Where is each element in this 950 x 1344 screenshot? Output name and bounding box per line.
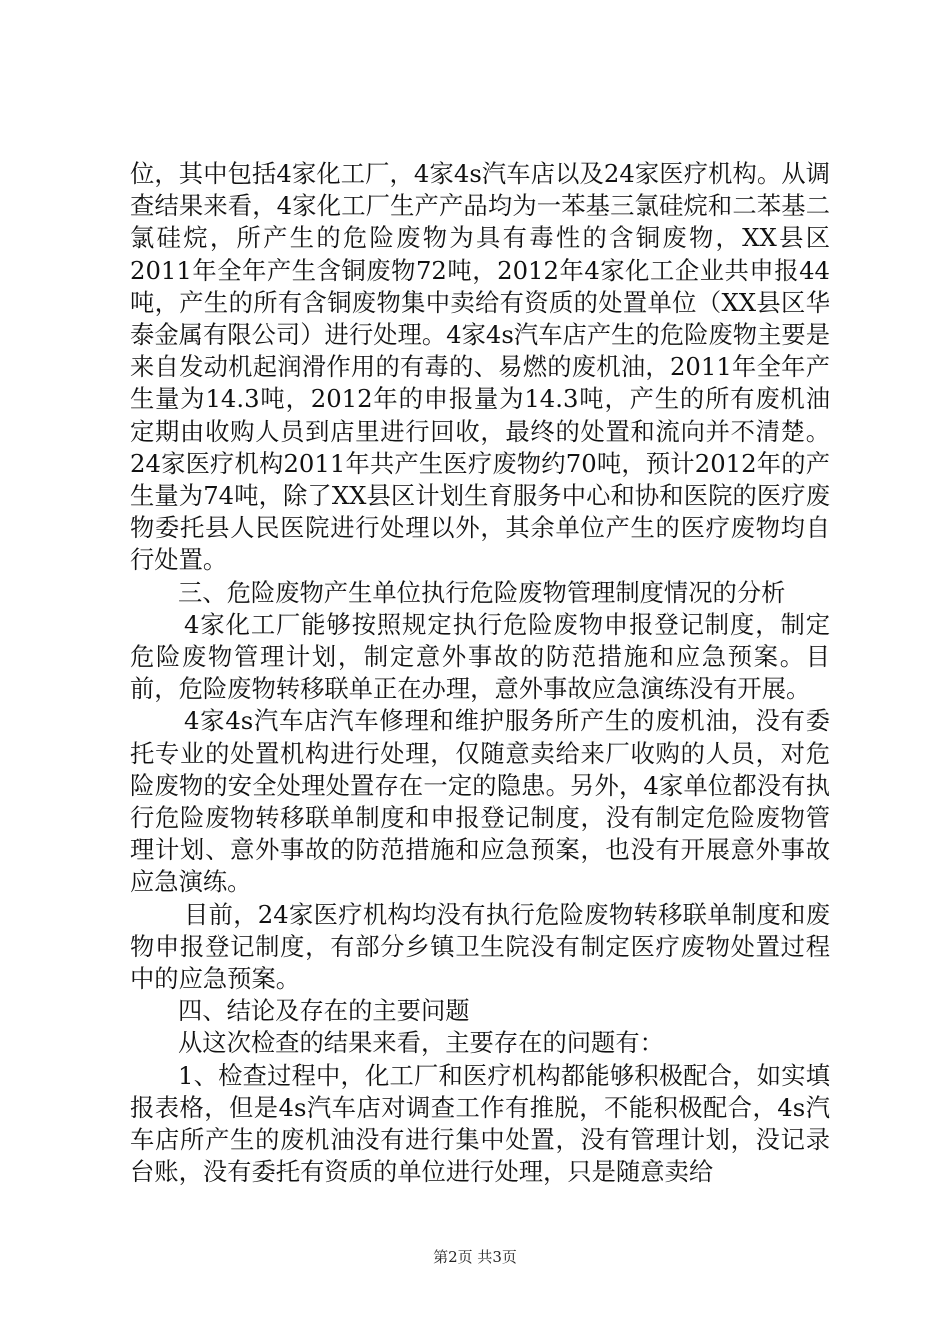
- paragraph-auto-shops: 4家4s汽车店汽车修理和维护服务所产生的废机油，没有委托专业的处置机构进行处理，仅随意卖给来厂收购的人员，对危险废物的安全处理处置存在一定的隐患。另外，4家单位都没有执行危险废物转移联单制度和申报登记制度，没有制定危险废物管理计划、意外事故的防范措施和应急预案，也没有开展意外事故应急演练。: [130, 706, 830, 897]
- paragraph-chemical-plants: 4家化工厂能够按照规定执行危险废物申报登记制度，制定危险废物管理计划，制定意外事故的防范措施和应急预案。目前，危险废物转移联单正在办理，意外事故应急演练没有开展。: [130, 609, 830, 704]
- paragraph-problems-intro: 从这次检查的结果来看，主要存在的问题有：: [178, 1028, 664, 1058]
- paragraph-waste-survey: 位，其中包括4家化工厂，4家4s汽车店以及24家医疗机构。从调查结果来看，4家化工厂生产产品均为一苯基三氯硅烷和二苯基二氯硅烷，所产生的危险废物为具有毒性的含铜废物，XX县区2011年全年产生含铜废物72吨，2012年4家化工企业共申报44吨，产生的所有含铜废物集中卖给有资质的处置单位（XX县区华泰金属有限公司）进行处理。4家4s汽车店产生的危险废物主要是来自发动机起润滑作用的有毒的、易燃的废机油，2011年全年产生量为14.3吨，2012年的申报量为14.3吨，产生的所有废机油定期由收购人员到店里进行回收，最终的处置和流向并不清楚。24家医疗机构2011年共产生医疗废物约70吨，预计2012年的产生量为74吨，除了XX县区计划生育服务中心和协和医院的医疗废物委托县人民医院进行处理以外，其余单位产生的医疗废物均自行处置。: [130, 159, 830, 575]
- paragraph-problem-1: 1、检查过程中，化工厂和医疗机构都能够积极配合，如实填报表格，但是4s汽车店对调查工作有推脱，不能积极配合，4s汽车店所产生的废机油没有进行集中处置，没有管理计划，没记录台账，没有委托有资质的单位进行处理，只是随意卖给: [130, 1060, 830, 1187]
- section-heading-3: 三、危险废物产生单位执行危险废物管理制度情况的分析: [178, 577, 786, 607]
- page-number-footer: 第2页 共3页: [433, 1248, 517, 1266]
- section-heading-4: 四、结论及存在的主要问题: [178, 996, 470, 1026]
- paragraph-medical: 目前，24家医疗机构均没有执行危险废物转移联单制度和废物申报登记制度，有部分乡镇卫生院没有制定医疗废物处置过程中的应急预案。: [130, 899, 830, 994]
- document-body: [130, 158, 830, 1189]
